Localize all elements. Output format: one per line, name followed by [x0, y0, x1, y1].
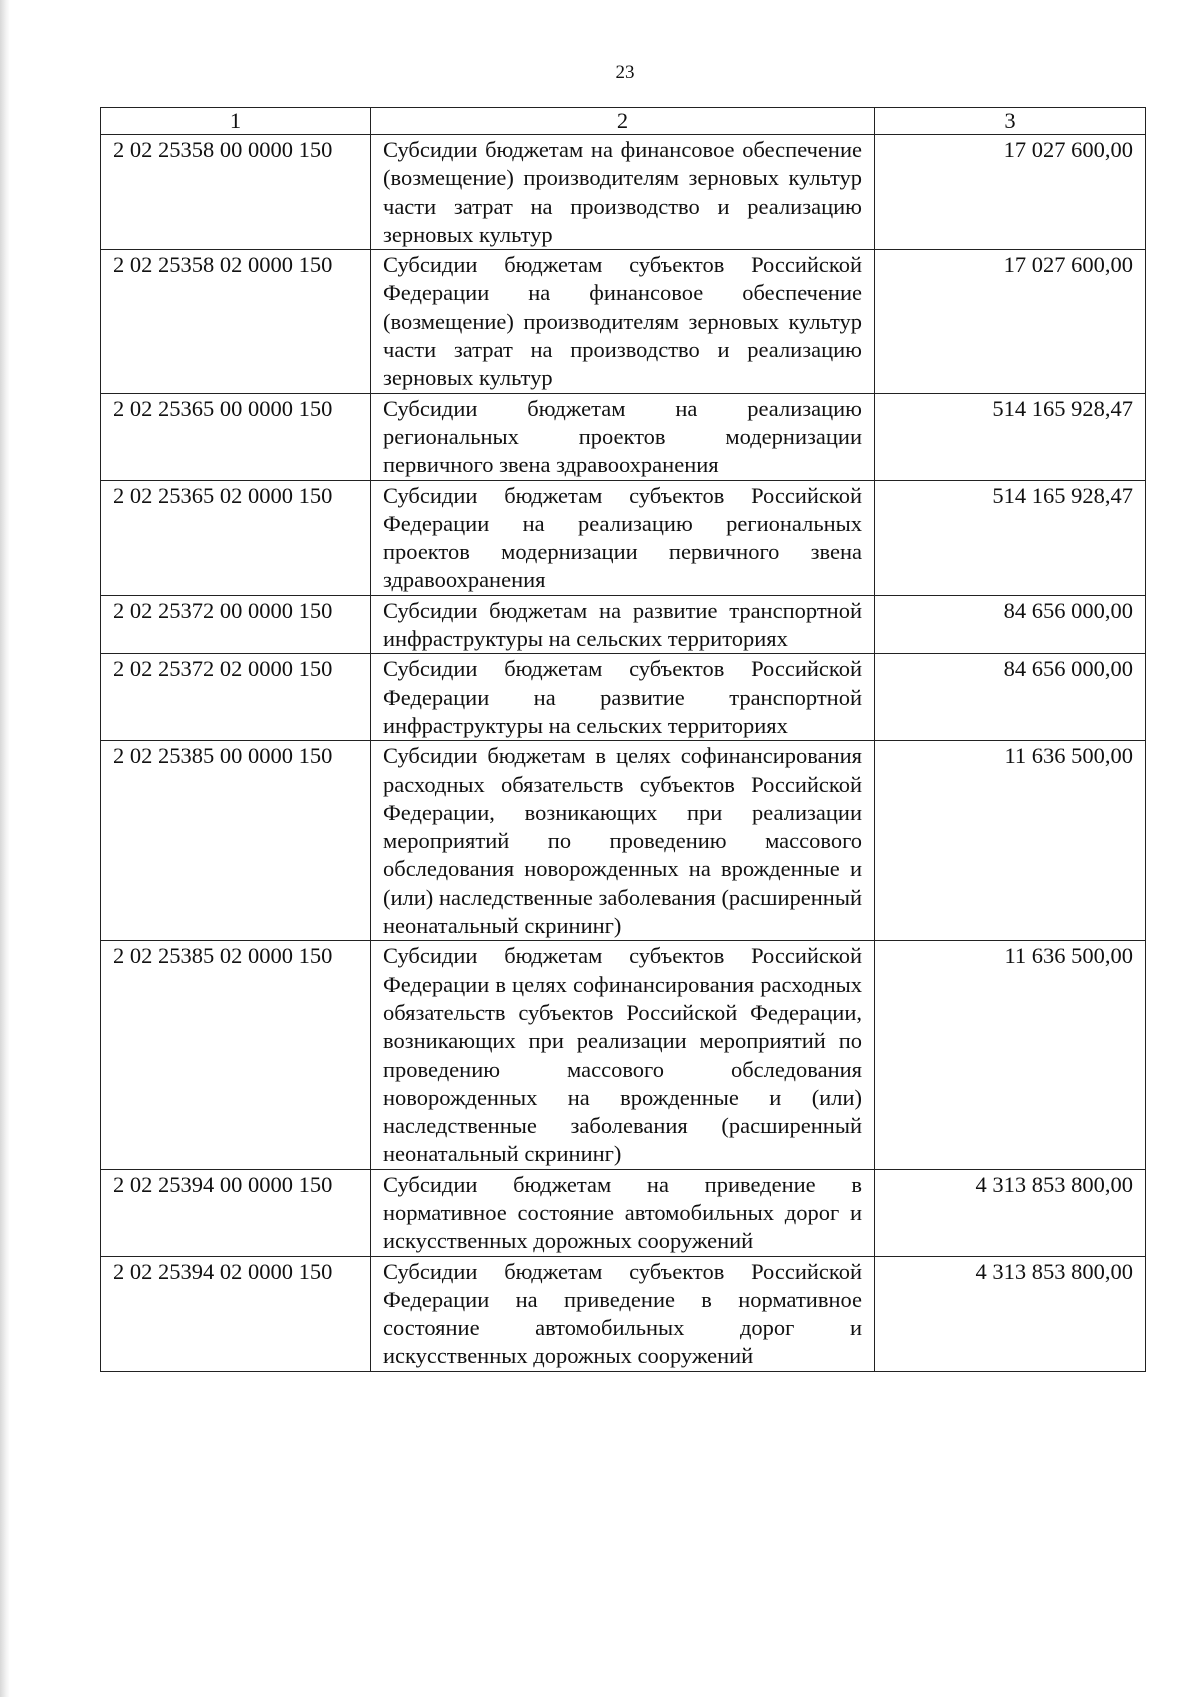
- budget-code-cell: 2 02 25394 00 0000 150: [101, 1169, 371, 1256]
- description-cell: Субсидии бюджетам субъектов Российской Федерации на финансовое обеспечение (возмещение) производителям зерновых культур части затрат на производство и реализацию зерновых культур: [371, 250, 875, 393]
- budget-code-cell: 2 02 25365 02 0000 150: [101, 480, 371, 595]
- amount-cell: 84 656 000,00: [875, 595, 1146, 654]
- page-number: 23: [615, 62, 635, 83]
- budget-code-cell: 2 02 25394 02 0000 150: [101, 1256, 371, 1371]
- table-row: [101, 1256, 1146, 1371]
- amount-cell: 514 165 928,47: [875, 480, 1146, 595]
- description-cell: Субсидии бюджетам на приведение в нормативное состояние автомобильных дорог и искусственных дорожных сооружений: [371, 1169, 875, 1256]
- table-row: [101, 480, 1146, 595]
- amount-cell: 4 313 853 800,00: [875, 1256, 1146, 1371]
- table-row: [101, 135, 1146, 250]
- table-row: [101, 250, 1146, 393]
- amount-cell: 17 027 600,00: [875, 135, 1146, 250]
- table-header-row: [101, 108, 1146, 135]
- description-cell: Субсидии бюджетам на развитие транспортной инфраструктуры на сельских территориях: [371, 595, 875, 654]
- budget-code-cell: 2 02 25372 00 0000 150: [101, 595, 371, 654]
- description-cell: Субсидии бюджетам субъектов Российской Федерации на развитие транспортной инфраструктуры на сельских территориях: [371, 654, 875, 741]
- budget-code-cell: 2 02 25365 00 0000 150: [101, 393, 371, 480]
- amount-cell: 4 313 853 800,00: [875, 1169, 1146, 1256]
- table-row: [101, 393, 1146, 480]
- table-row: [101, 654, 1146, 741]
- description-cell: Субсидии бюджетам на финансовое обеспечение (возмещение) производителям зерновых культур части затрат на производство и реализацию зерновых культур: [371, 135, 875, 250]
- amount-cell: 84 656 000,00: [875, 654, 1146, 741]
- amount-cell: 514 165 928,47: [875, 393, 1146, 480]
- budget-code-cell: 2 02 25372 02 0000 150: [101, 654, 371, 741]
- scan-edge-shadow: [0, 0, 10, 1697]
- budget-code-cell: 2 02 25385 00 0000 150: [101, 741, 371, 941]
- amount-cell: 11 636 500,00: [875, 941, 1146, 1169]
- description-cell: Субсидии бюджетам субъектов Российской Федерации в целях софинансирования расходных обязательств субъектов Российской Федерации, возникающих при реализации мероприятий по проведению массового обследования новорожденных на врожденные и (или) наследственные заболевания (расширенный неонатальный скрининг): [371, 941, 875, 1169]
- budget-code-cell: 2 02 25385 02 0000 150: [101, 941, 371, 1169]
- description-cell: Субсидии бюджетам в целях софинансирования расходных обязательств субъектов Российской Федерации, возникающих при реализации мероприятий по проведению массового обследования новорожденных на врожденные и (или) наследственные заболевания (расширенный неонатальный скрининг): [371, 741, 875, 941]
- description-cell: Субсидии бюджетам на реализацию региональных проектов модернизации первичного звена здравоохранения: [371, 393, 875, 480]
- amount-cell: 11 636 500,00: [875, 741, 1146, 941]
- amount-cell: 17 027 600,00: [875, 250, 1146, 393]
- budget-code-cell: 2 02 25358 00 0000 150: [101, 135, 371, 250]
- budget-revenue-table: [100, 107, 1146, 1372]
- column-header-2: 2: [371, 108, 875, 135]
- description-cell: Субсидии бюджетам субъектов Российской Федерации на приведение в нормативное состояние автомобильных дорог и искусственных дорожных сооружений: [371, 1256, 875, 1371]
- budget-code-cell: 2 02 25358 02 0000 150: [101, 250, 371, 393]
- table-row: [101, 1169, 1146, 1256]
- column-header-1: 1: [101, 108, 371, 135]
- column-header-3: 3: [875, 108, 1146, 135]
- table-row: [101, 595, 1146, 654]
- table-row: [101, 941, 1146, 1169]
- description-cell: Субсидии бюджетам субъектов Российской Федерации на реализацию региональных проектов модернизации первичного звена здравоохранения: [371, 480, 875, 595]
- table-row: [101, 741, 1146, 941]
